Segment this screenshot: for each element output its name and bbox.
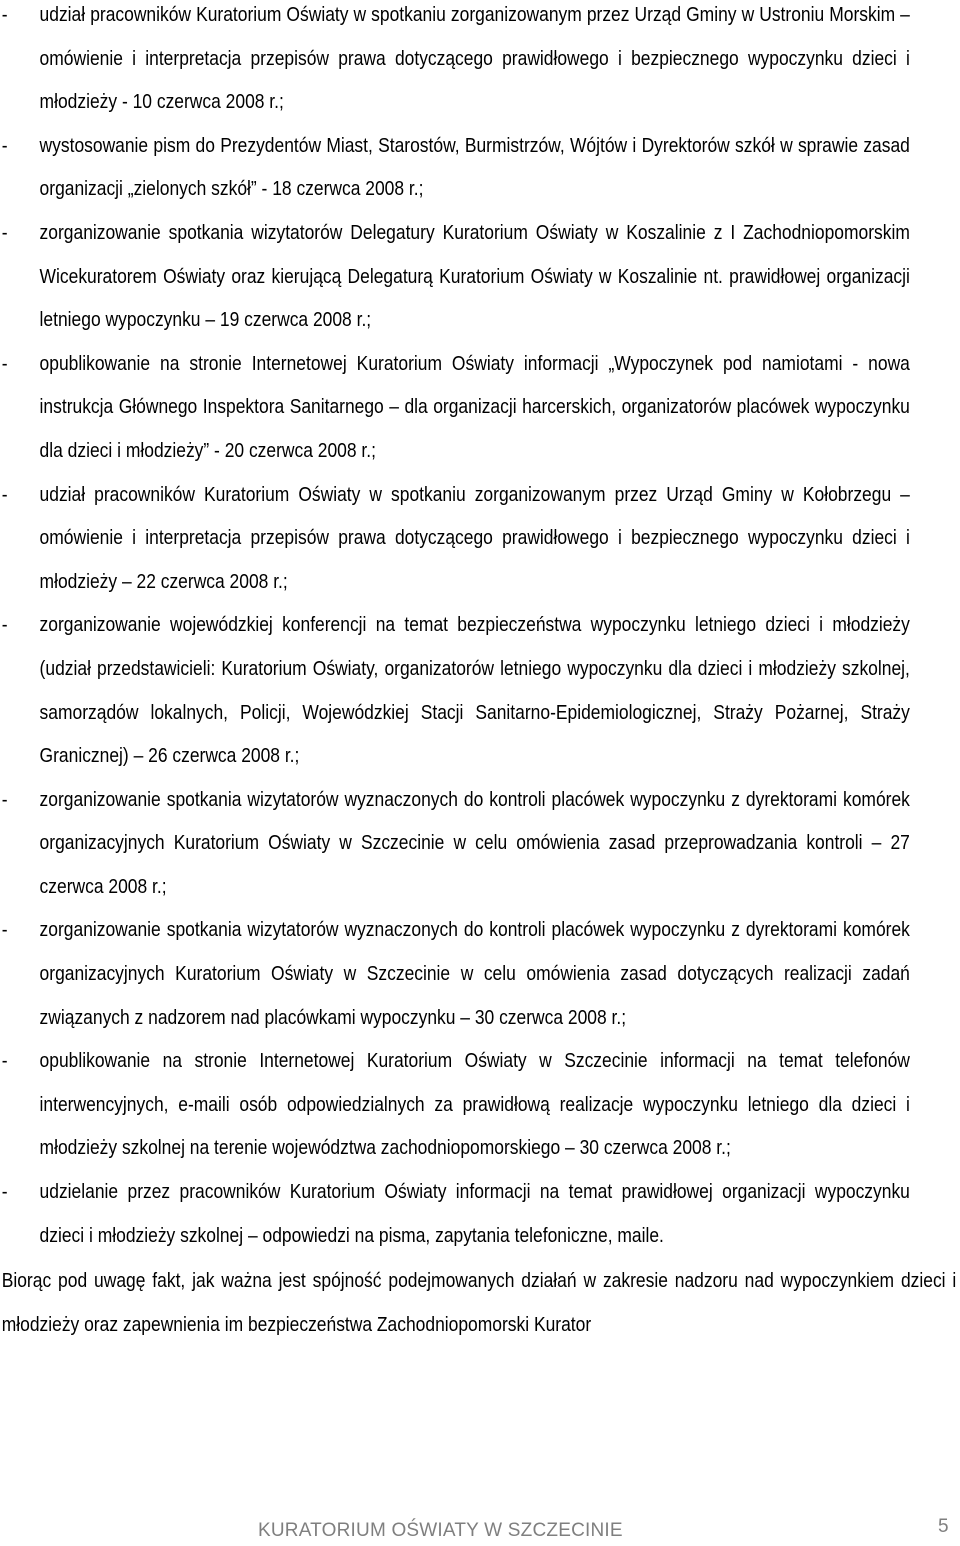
list-item <box>0 779 913 910</box>
list-dash: - <box>1 134 8 157</box>
page-footer <box>0 1516 960 1546</box>
list-dash: - <box>1 4 8 26</box>
list-item <box>0 474 913 605</box>
list-dash: - <box>1 221 8 244</box>
closing-paragraph-wrap <box>0 1260 960 1347</box>
list-item <box>0 604 913 778</box>
list-item <box>0 125 913 212</box>
list-item-text: wystosowanie pism do Prezydentów Miast, Starostów, Burmistrzów, Wójtów i Dyrektorów szkół w sprawie zasad organizacji „zielonych szkół” - 18 czerwca 2008 r.; <box>39 134 910 201</box>
list-dash: - <box>1 788 8 811</box>
list-item-text: zorganizowanie wojewódzkiej konferencji na temat bezpieczeństwa wypoczynku letniego dzieci i młodzieży (udział przedstawicieli: Kuratorium Oświaty, organizatorów letniego wypoczynku dla dzieci i młodzieży szkolnej, samorządów lokalnych, Policji, Wojewódzkiej Stacji Sanitarno-Epidemiologicznej, Straży Pożarnej, Straży Granicznej) – 26 czerwca 2008 r.; <box>39 614 910 768</box>
closing-paragraph: Biorąc pod uwagę fakt, jak ważna jest spójność podejmowanych działań w zakresie nadzoru nad wypoczynkiem dzieci i młodzieży oraz zapewnienia im bezpieczeństwa Zachodniopomorski Kurator <box>1 1270 957 1336</box>
list-item-text: zorganizowanie spotkania wizytatorów Delegatury Kuratorium Oświaty w Koszalinie z I Zachodniopomorskim Wicekuratorem Oświaty oraz kierującą Delegaturą Kuratorium Oświaty w Koszalinie nt. prawidłowej organizacji letniego wypoczynku – 19 czerwca 2008 r.; <box>39 221 910 332</box>
list-item <box>0 1171 913 1258</box>
list-item <box>0 1040 913 1171</box>
footer-organization: KURATORIUM OŚWIATY W SZCZECINIE <box>258 1520 623 1541</box>
list-dash: - <box>1 483 8 506</box>
list-item <box>0 343 913 474</box>
list-item-text: udział pracowników Kuratorium Oświaty w spotkaniu zorganizowanym przez Urząd Gminy w Ustroniu Morskim – omówienie i interpretacja przepisów prawa dotyczącego prawidłowego i bezpiecznego wypoczynku dzieci i młodzieży - 10 czerwca 2008 r.; <box>39 4 910 114</box>
list-item-text: udział pracowników Kuratorium Oświaty w spotkaniu zorganizowanym przez Urząd Gminy w Kołobrzegu – omówienie i interpretacja przepisów prawa dotyczącego prawidłowego i bezpiecznego wypoczynku dzieci i młodzieży – 22 czerwca 2008 r.; <box>39 483 910 593</box>
page-number: 5 <box>938 1516 949 1537</box>
list-dash: - <box>1 919 8 942</box>
list-dash: - <box>1 614 8 637</box>
list-item-text: opublikowanie na stronie Internetowej Kuratorium Oświaty w Szczecinie informacji na temat telefonów interwencyjnych, e-maili osób odpowiedzialnych za prawidłową realizacje wypoczynku letniego dla dzieci i młodzieży szkolnej na terenie województwa zachodniopomorskiego – 30 czerwca 2008 r.; <box>39 1050 910 1160</box>
list-item-text: zorganizowanie spotkania wizytatorów wyznaczonych do kontroli placówek wypoczynku z dyrektorami komórek organizacyjnych Kuratorium Oświaty w Szczecinie w celu omówienia zasad przeprowadzania kontroli – 27 czerwca 2008 r.; <box>39 788 910 898</box>
list-item <box>0 212 913 343</box>
list-item <box>0 909 913 1040</box>
list-item <box>0 0 913 125</box>
list-item-text: opublikowanie na stronie Internetowej Kuratorium Oświaty informacji „Wypoczynek pod namiotami - nowa instrukcja Głównego Inspektora Sanitarnego – dla organizacji harcerskich, organizatorów placówek wypoczynku dla dzieci i młodzieży” - 20 czerwca 2008 r.; <box>39 352 910 462</box>
list-dash: - <box>1 1181 8 1204</box>
list-dash: - <box>1 1050 8 1073</box>
list-dash: - <box>1 352 8 375</box>
list-item-text: zorganizowanie spotkania wizytatorów wyznaczonych do kontroli placówek wypoczynku z dyrektorami komórek organizacyjnych Kuratorium Oświaty w Szczecinie w celu omówienia zasad dotyczących realizacji zadań związanych z nadzorem nad placówkami wypoczynku – 30 czerwca 2008 r.; <box>39 919 910 1029</box>
list-item-text: udzielanie przez pracowników Kuratorium Oświaty informacji na temat prawidłowej organizacji wypoczynku dzieci i młodzieży szkolnej – odpowiedzi na pisma, zapytania telefoniczne, maile. <box>39 1181 910 1247</box>
